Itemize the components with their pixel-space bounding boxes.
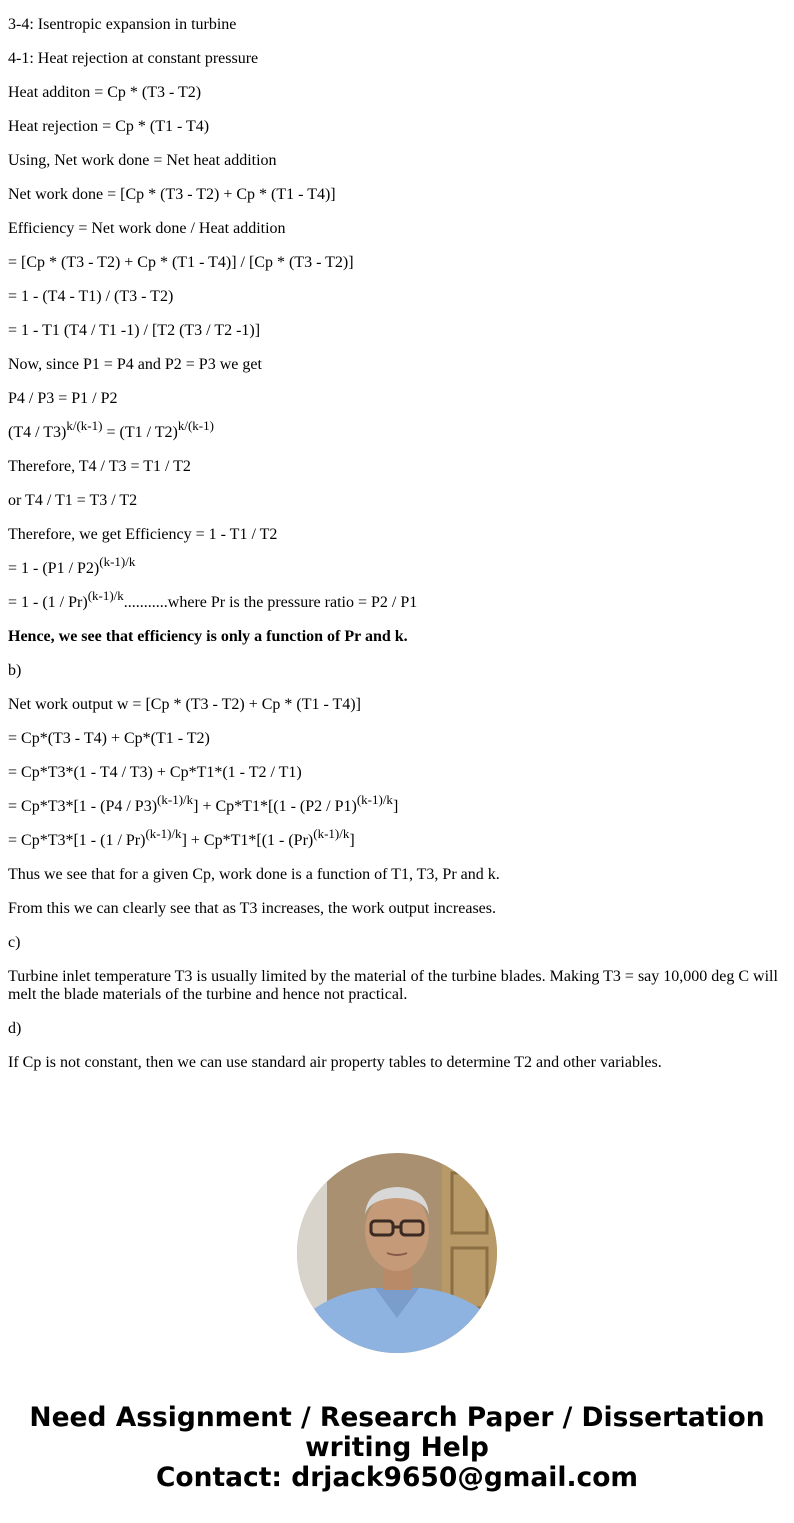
equation-line (8, 554, 786, 578)
text-line: Efficiency = Net work done / Heat addition (8, 220, 286, 237)
text-line: P4 / P3 = P1 / P2 (8, 390, 118, 407)
equation-line (8, 418, 786, 442)
equation-line (8, 588, 786, 612)
text-line: Using, Net work done = Net heat addition (8, 152, 277, 169)
wall-panel (297, 1153, 327, 1353)
text-line: Heat additon = Cp * (T3 - T2) (8, 84, 202, 101)
text-line: From this we can clearly see that as T3 increases, the work output increases. (8, 900, 496, 917)
promo-line: writing Help (305, 1432, 489, 1463)
promo-line: Need Assignment / Research Paper / Dissertation (29, 1402, 765, 1433)
text-line: Turbine inlet temperature T3 is usually limited by the material of the turbine blades. Making T3 = say 10,000 deg C will melt the blade materials of the turbine and hence not practical. (8, 968, 778, 1003)
text-line: If Cp is not constant, then we can use standard air property tables to determine T2 and other variables. (8, 1054, 662, 1071)
promo-contact: Contact: drjack9650@gmail.com (155, 1462, 639, 1493)
text-line: = 1 - (T4 - T1) / (T3 - T2) (8, 288, 174, 305)
text-line: 4-1: Heat rejection at constant pressure (8, 50, 259, 67)
equation-part: ...........where Pr is the pressure ratio = P2 / P1 (123, 594, 418, 611)
exponent: (k-1)/k (99, 554, 136, 569)
exponent: (k-1)/k (313, 826, 350, 841)
section-label: b) (8, 662, 22, 679)
face (365, 1191, 429, 1271)
text-line: = Cp*T3*(1 - T4 / T3) + Cp*T1*(1 - T2 / T1) (8, 764, 302, 781)
text-line: = 1 - T1 (T4 / T1 -1) / [T2 (T3 / T2 -1)] (8, 322, 261, 339)
conclusion-line: Hence, we see that efficiency is only a function of Pr and k. (8, 628, 408, 645)
text-line: Net work done = [Cp * (T3 - T2) + Cp * (T1 - T4)] (8, 186, 336, 203)
equation-part: ] (349, 832, 355, 849)
promo-banner (0, 1403, 794, 1493)
author-avatar (297, 1153, 497, 1353)
equation-part: = 1 - (P1 / P2) (8, 560, 100, 577)
exponent: k/(k-1) (66, 418, 103, 433)
solution-text (8, 0, 786, 1088)
text-line: Net work output w = [Cp * (T3 - T2) + Cp * (T1 - T4)] (8, 696, 361, 713)
equation-part: = Cp*T3*[1 - (P4 / P3) (8, 798, 158, 815)
equation-part: = 1 - (1 / Pr) (8, 594, 88, 611)
equation-part: = Cp*T3*[1 - (1 / Pr) (8, 832, 146, 849)
text-line: Therefore, we get Efficiency = 1 - T1 / T2 (8, 526, 278, 543)
equation-line (8, 826, 786, 850)
section-label: d) (8, 1020, 22, 1037)
text-line: Thus we see that for a given Cp, work done is a function of T1, T3, Pr and k. (8, 866, 500, 883)
exponent: (k-1)/k (145, 826, 182, 841)
equation-part: = (T1 / T2) (102, 424, 178, 441)
exponent: (k-1)/k (87, 588, 124, 603)
equation-part: (T4 / T3) (8, 424, 67, 441)
equation-part: ] + Cp*T1*[(1 - (Pr) (181, 832, 314, 849)
text-line: = Cp*(T3 - T4) + Cp*(T1 - T2) (8, 730, 210, 747)
exponent: (k-1)/k (157, 792, 194, 807)
avatar-portrait (297, 1153, 497, 1353)
text-line: 3-4: Isentropic expansion in turbine (8, 16, 237, 33)
text-line: Heat rejection = Cp * (T1 - T4) (8, 118, 210, 135)
section-label: c) (8, 934, 21, 951)
text-line: = [Cp * (T3 - T2) + Cp * (T1 - T4)] / [Cp * (T3 - T2)] (8, 254, 354, 271)
equation-part: ] (392, 798, 399, 815)
equation-part: ] + Cp*T1*[(1 - (P2 / P1) (193, 798, 357, 815)
exponent: k/(k-1) (177, 418, 214, 433)
equation-line (8, 792, 786, 816)
text-line: or T4 / T1 = T3 / T2 (8, 492, 138, 509)
exponent: (k-1)/k (356, 792, 393, 807)
text-line: Therefore, T4 / T3 = T1 / T2 (8, 458, 191, 475)
text-line: Now, since P1 = P4 and P2 = P3 we get (8, 356, 262, 373)
